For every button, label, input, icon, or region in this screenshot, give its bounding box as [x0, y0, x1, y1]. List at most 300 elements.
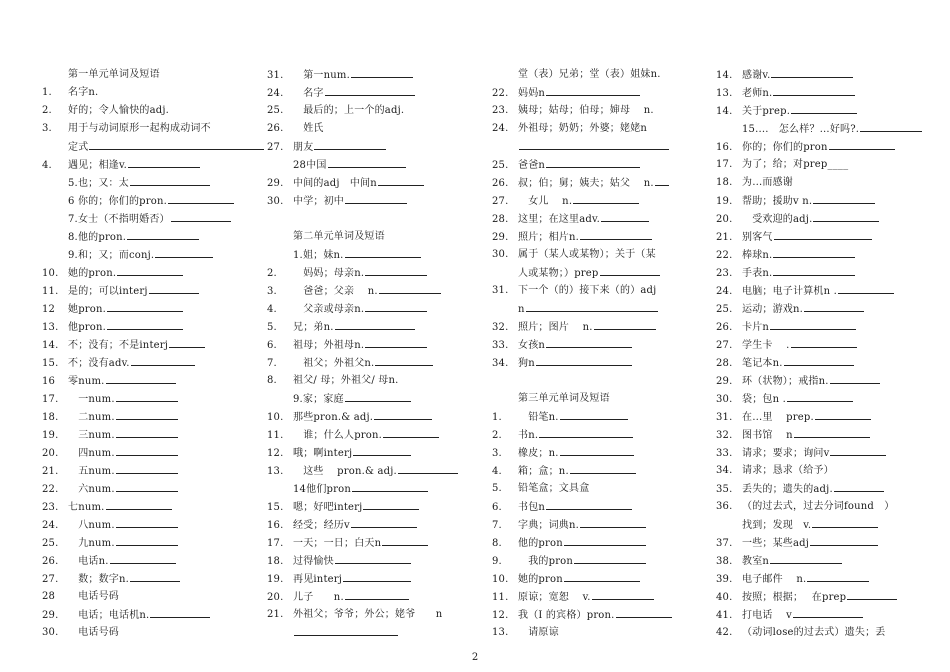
answer-blank[interactable]: [794, 426, 870, 438]
answer-blank[interactable]: [564, 570, 640, 582]
item-text: 电话号码: [68, 627, 119, 638]
vocab-line: [267, 480, 489, 498]
item-number: 29.: [267, 178, 284, 189]
item-number: 5.: [492, 483, 502, 494]
vocab-line: [42, 426, 264, 444]
item-text: 棒球n.: [742, 250, 773, 261]
answer-blank[interactable]: [363, 498, 419, 510]
answer-blank[interactable]: [601, 210, 649, 222]
item-text: 在…里 prep.: [742, 412, 814, 423]
item-number: 28.: [492, 214, 509, 225]
answer-blank[interactable]: [314, 138, 386, 150]
item-number: 20.: [267, 592, 284, 603]
item-text: 中学；初中: [293, 196, 344, 207]
answer-blank[interactable]: [813, 192, 875, 204]
answer-blank[interactable]: [560, 408, 628, 420]
item-text: 她的pron: [518, 574, 563, 585]
item-text: 运动；游戏n.: [742, 304, 804, 315]
item-number: 36.: [716, 501, 733, 512]
item-text: 属于（某人或某物）；关于（某: [518, 249, 656, 260]
item-text: 父亲或母亲n.: [293, 304, 365, 315]
answer-blank[interactable]: [600, 264, 660, 276]
column-3: [492, 66, 714, 642]
item-text: 他的pron: [518, 538, 563, 549]
answer-blank[interactable]: [379, 282, 441, 294]
answer-blank[interactable]: [847, 588, 897, 600]
item-text: 请求；恳求（给予）: [742, 465, 834, 476]
vocab-line: [492, 516, 714, 534]
item-number: 33.: [716, 448, 733, 459]
vocab-line: [267, 516, 489, 534]
item-number: 37.: [716, 538, 733, 549]
item-text: 兄；弟n.: [293, 322, 334, 333]
item-text: 祖父；外祖父n.: [293, 358, 375, 369]
vocab-line: [42, 624, 264, 642]
answer-blank[interactable]: [351, 66, 413, 78]
answer-blank[interactable]: [155, 246, 213, 258]
vocab-line: [716, 426, 940, 444]
item-text: 经受；经历v: [293, 520, 350, 531]
answer-blank[interactable]: [150, 606, 210, 618]
vocab-line: [716, 444, 940, 462]
page-number: 2: [471, 652, 479, 663]
item-text: 嗯；好吧interj: [293, 502, 363, 513]
item-text: 电子邮件 n.: [742, 574, 807, 585]
item-number: 25.: [267, 105, 284, 116]
answer-blank[interactable]: [117, 264, 183, 276]
vocab-line: [267, 462, 489, 480]
column-4: [716, 66, 940, 642]
item-text: 不；没有adv.: [68, 358, 130, 369]
item-number: 39.: [716, 574, 733, 585]
answer-blank[interactable]: [398, 462, 458, 474]
item-text: 名字n.: [68, 87, 99, 98]
answer-blank[interactable]: [168, 192, 234, 204]
item-number: 19.: [42, 430, 59, 441]
vocab-line: [716, 588, 940, 606]
vocab-line: [716, 570, 940, 588]
item-number: 23.: [492, 105, 509, 116]
vocab-line: [492, 138, 714, 156]
vocab-line: [492, 462, 714, 480]
item-text: 姨母；姑母；伯母；婶母 n.: [518, 105, 654, 116]
item-number: 31.: [492, 285, 509, 296]
answer-blank[interactable]: [812, 516, 878, 528]
item-number: 27.: [42, 574, 59, 585]
answer-blank[interactable]: [771, 66, 853, 78]
answer-blank[interactable]: [655, 174, 669, 186]
item-text: 卡片n: [742, 322, 770, 333]
answer-blank[interactable]: [116, 408, 178, 420]
item-text: 环（状物）；戒指n.: [742, 376, 829, 387]
vocab-line: [716, 138, 940, 156]
item-text: 儿子 n.: [293, 592, 344, 603]
answer-blank[interactable]: [365, 300, 427, 312]
vocab-line: [42, 228, 264, 246]
answer-blank[interactable]: [353, 444, 411, 456]
item-number: 24.: [716, 286, 733, 297]
item-text: 妈妈n: [518, 88, 546, 99]
answer-blank[interactable]: [860, 120, 922, 132]
vocab-line: [267, 354, 489, 372]
answer-blank[interactable]: [131, 354, 195, 366]
vocab-line: [492, 480, 714, 498]
vocab-line: [42, 534, 264, 552]
item-number: 6.: [492, 502, 502, 513]
answer-blank[interactable]: [106, 372, 176, 384]
vocab-line: [42, 300, 264, 318]
answer-blank[interactable]: [580, 516, 646, 528]
vocab-line: [267, 408, 489, 426]
vocab-line: [267, 264, 489, 282]
vocab-line: [267, 102, 489, 120]
answer-blank[interactable]: [546, 156, 640, 168]
answer-blank[interactable]: [325, 84, 415, 96]
item-number: 13.: [42, 322, 59, 333]
vocab-line: [716, 102, 940, 120]
item-number: 8.: [267, 375, 277, 386]
item-number: 28: [42, 591, 56, 602]
answer-blank[interactable]: [128, 156, 200, 168]
answer-blank[interactable]: [807, 570, 869, 582]
vocab-line: [267, 246, 489, 264]
vocab-line: [42, 588, 264, 606]
vocab-line: [716, 462, 940, 480]
answer-blank[interactable]: [592, 588, 654, 600]
vocab-line: [716, 318, 940, 336]
vocab-line: [267, 606, 489, 624]
item-text: 原谅；宽恕 v.: [518, 592, 591, 603]
answer-blank[interactable]: [130, 570, 180, 582]
item-text: 第一单元单词及短语: [68, 69, 160, 80]
answer-blank[interactable]: [834, 480, 884, 492]
vocab-line: [716, 192, 940, 210]
answer-blank[interactable]: [573, 192, 639, 204]
vocab-line: [716, 156, 940, 174]
answer-blank[interactable]: [365, 264, 427, 276]
answer-blank[interactable]: [774, 228, 872, 240]
item-number: 7.: [267, 358, 277, 369]
answer-blank[interactable]: [328, 156, 406, 168]
item-number: 21.: [716, 232, 733, 243]
item-text: 请求；要求；询问v: [742, 448, 830, 459]
item-text: 谁；什么人pron.: [293, 430, 383, 441]
item-number: 24.: [492, 123, 509, 134]
item-text: 这里；在这里adv.: [518, 214, 601, 225]
answer-blank[interactable]: [127, 228, 199, 240]
item-number: 8.: [492, 538, 502, 549]
vocab-line: [267, 282, 489, 300]
item-number: 25.: [716, 304, 733, 315]
answer-blank[interactable]: [374, 408, 432, 420]
item-number: 42.: [716, 627, 733, 638]
vocab-line: [492, 588, 714, 606]
vocab-line: [267, 138, 489, 156]
item-text: 五num.: [68, 466, 115, 477]
item-text: 请原谅: [518, 627, 559, 638]
vocab-line: [42, 156, 264, 174]
item-text: 八num.: [68, 520, 115, 531]
item-number: 34.: [716, 465, 733, 476]
answer-blank[interactable]: [116, 516, 178, 528]
answer-blank[interactable]: [594, 318, 656, 330]
vocab-line: [42, 390, 264, 408]
item-number: 20.: [716, 214, 733, 225]
answer-blank[interactable]: [294, 624, 398, 636]
vocab-line: [492, 552, 714, 570]
answer-blank[interactable]: [335, 552, 411, 564]
answer-blank[interactable]: [546, 498, 632, 510]
item-text: 手表n.: [742, 268, 773, 279]
answer-blank[interactable]: [383, 426, 439, 438]
item-text: 七num.: [68, 502, 105, 513]
item-number: 29.: [42, 610, 59, 621]
item-number: 4.: [267, 304, 277, 315]
answer-blank[interactable]: [107, 318, 183, 330]
item-number: 14.: [716, 70, 733, 81]
vocab-line: [42, 606, 264, 624]
item-number: 18.: [716, 177, 733, 188]
vocab-line: [267, 372, 489, 390]
answer-blank[interactable]: [829, 138, 895, 150]
answer-blank[interactable]: [382, 534, 428, 546]
item-text: 找到；发现 v.: [742, 520, 812, 531]
vocab-line: [492, 210, 714, 228]
answer-blank[interactable]: [815, 408, 871, 420]
answer-blank[interactable]: [106, 498, 172, 510]
vocab-line: [267, 318, 489, 336]
answer-blank[interactable]: [539, 426, 633, 438]
item-text: 铅笔盒；文具盒: [518, 483, 590, 494]
item-text: 5.也；又：太: [68, 178, 129, 189]
vocab-line: [492, 120, 714, 138]
item-text: 外祖父；爷爷；外公；姥爷 n: [293, 609, 443, 620]
answer-blank[interactable]: [345, 390, 411, 402]
vocab-line: [492, 570, 714, 588]
answer-blank[interactable]: [616, 606, 672, 618]
item-text: 我的pron: [518, 556, 574, 567]
answer-blank[interactable]: [570, 462, 636, 474]
answer-blank[interactable]: [519, 138, 669, 150]
answer-blank[interactable]: [526, 300, 658, 312]
item-text: 下一个（的）接下来（的）adj: [518, 285, 657, 296]
item-text: 祖母；外祖母n.: [293, 340, 365, 351]
answer-blank[interactable]: [343, 570, 411, 582]
vocab-line: [267, 192, 489, 210]
item-text: 她pron.: [68, 304, 107, 315]
answer-blank[interactable]: [345, 246, 421, 258]
item-number: 10.: [267, 412, 284, 423]
answer-blank[interactable]: [116, 390, 178, 402]
answer-blank[interactable]: [378, 174, 424, 186]
item-text: 老师n.: [742, 88, 773, 99]
item-text: 是的；可以interj: [68, 286, 148, 297]
answer-blank[interactable]: [171, 210, 231, 222]
answer-blank[interactable]: [365, 336, 427, 348]
answer-blank[interactable]: [830, 372, 880, 384]
vocab-line: [492, 174, 714, 192]
item-number: 10.: [492, 574, 509, 585]
item-number: 26.: [42, 556, 59, 567]
item-text: 第三单元单词及短语: [518, 393, 610, 404]
answer-blank[interactable]: [352, 480, 428, 492]
item-number: 21.: [267, 609, 284, 620]
item-text: （的过去式，过去分词found ）: [742, 501, 895, 512]
item-text: 零num.: [68, 376, 105, 387]
vocab-line: [492, 534, 714, 552]
answer-blank[interactable]: [580, 228, 652, 240]
item-number: 18.: [42, 412, 59, 423]
item-text: 一num.: [68, 394, 115, 405]
answer-blank[interactable]: [546, 336, 632, 348]
vocab-line: [267, 570, 489, 588]
item-number: 18.: [267, 556, 284, 567]
vocab-line: [42, 570, 264, 588]
answer-blank[interactable]: [830, 444, 886, 456]
item-text: 教室n: [742, 556, 770, 567]
answer-blank[interactable]: [116, 462, 178, 474]
item-number: 32.: [716, 430, 733, 441]
answer-blank[interactable]: [335, 318, 415, 330]
item-number: 31.: [716, 412, 733, 423]
item-number: 26.: [716, 322, 733, 333]
column-1: [42, 66, 264, 642]
answer-blank[interactable]: [784, 354, 854, 366]
vocab-line: [42, 318, 264, 336]
item-text: 28中国: [293, 160, 327, 171]
answer-blank[interactable]: [838, 282, 894, 294]
item-text: 电话n.: [68, 556, 109, 567]
item-number: 29.: [716, 376, 733, 387]
answer-blank[interactable]: [773, 246, 855, 258]
answer-blank[interactable]: [560, 444, 634, 456]
vocab-line: [42, 480, 264, 498]
vocab-line: [267, 228, 489, 246]
item-text: 狗n: [518, 358, 535, 369]
answer-blank[interactable]: [116, 480, 178, 492]
answer-blank[interactable]: [564, 534, 646, 546]
vocab-line: [492, 156, 714, 174]
item-number: 38.: [716, 556, 733, 567]
item-number: 20.: [42, 448, 59, 459]
item-text: 一些；某些adj: [742, 538, 810, 549]
vocab-line: [42, 498, 264, 516]
answer-blank[interactable]: [107, 300, 183, 312]
answer-blank[interactable]: [770, 552, 842, 564]
answer-blank[interactable]: [169, 336, 205, 348]
vocab-line: [42, 174, 264, 192]
item-number: 9.: [492, 556, 502, 567]
answer-blank[interactable]: [770, 318, 856, 330]
vocab-line: [716, 66, 940, 84]
vocab-line: [492, 624, 714, 642]
item-text: 书包n: [518, 502, 546, 513]
vocab-line: [42, 354, 264, 372]
item-text: 四num.: [68, 448, 115, 459]
vocab-line: [492, 282, 714, 300]
vocab-line: [716, 336, 940, 354]
item-number: 34.: [492, 358, 509, 369]
answer-blank[interactable]: [375, 354, 433, 366]
item-text: 她的pron.: [68, 268, 117, 279]
answer-blank[interactable]: [345, 588, 409, 600]
answer-blank[interactable]: [773, 264, 855, 276]
item-number: 11.: [492, 592, 509, 603]
item-text: 电话；电话机n.: [68, 610, 150, 621]
answer-blank[interactable]: [116, 444, 178, 456]
item-text: 好的；令人愉快的adj.: [68, 105, 170, 116]
answer-blank[interactable]: [89, 138, 264, 150]
item-number: 23.: [42, 502, 59, 513]
item-number: 16: [42, 376, 56, 387]
answer-blank[interactable]: [536, 354, 632, 366]
item-text: 这些 pron.& adj.: [293, 466, 397, 477]
vocab-line: [716, 84, 940, 102]
answer-blank[interactable]: [116, 426, 178, 438]
answer-blank[interactable]: [110, 552, 176, 564]
answer-blank[interactable]: [813, 210, 879, 222]
item-text: 9.和；又；而conj.: [68, 250, 155, 261]
answer-blank[interactable]: [791, 336, 857, 348]
vocab-line: [42, 408, 264, 426]
answer-blank[interactable]: [149, 282, 199, 294]
item-text: 祖父/ 母；外祖父/ 母n.: [293, 375, 399, 386]
answer-blank[interactable]: [574, 552, 646, 564]
item-number: 13.: [716, 88, 733, 99]
item-text: 遇见；相逢v.: [68, 160, 128, 171]
item-text: 打电话 v: [742, 610, 793, 621]
vocab-line: [716, 300, 940, 318]
vocab-line: [492, 318, 714, 336]
item-text: 过得愉快: [293, 556, 334, 567]
item-text: 三num.: [68, 430, 115, 441]
vocab-line: [267, 588, 489, 606]
answer-blank[interactable]: [804, 300, 864, 312]
vocab-line: [267, 444, 489, 462]
item-number: 22.: [492, 88, 509, 99]
answer-blank[interactable]: [787, 390, 853, 402]
item-text: 铅笔n.: [518, 412, 559, 423]
answer-blank[interactable]: [351, 516, 417, 528]
vocab-line: [492, 372, 714, 390]
item-text: 书n.: [518, 430, 539, 441]
answer-blank[interactable]: [810, 534, 878, 546]
answer-blank[interactable]: [793, 606, 863, 618]
vocab-line: [492, 498, 714, 516]
item-text: 外祖母；奶奶；外婆；姥姥n: [518, 123, 648, 134]
item-text: 我（I 的宾格）pron.: [518, 610, 615, 621]
vocab-line: [267, 156, 489, 174]
vocab-line: [42, 66, 264, 84]
vocab-line: [42, 462, 264, 480]
item-number: 16.: [267, 520, 284, 531]
item-text: 二num.: [68, 412, 115, 423]
item-text: n: [518, 304, 525, 315]
item-number: 15.: [42, 358, 59, 369]
vocab-line: [492, 102, 714, 120]
answer-blank[interactable]: [773, 84, 855, 96]
item-number: 35.: [716, 484, 733, 495]
answer-blank[interactable]: [791, 102, 857, 114]
item-text: 按照；根据； 在prep: [742, 592, 847, 603]
vocab-line: [42, 444, 264, 462]
answer-blank[interactable]: [130, 174, 210, 186]
vocab-line: [267, 66, 489, 84]
answer-blank[interactable]: [116, 534, 178, 546]
answer-blank[interactable]: [345, 192, 407, 204]
column-2: [267, 66, 489, 642]
answer-blank[interactable]: [546, 84, 640, 96]
